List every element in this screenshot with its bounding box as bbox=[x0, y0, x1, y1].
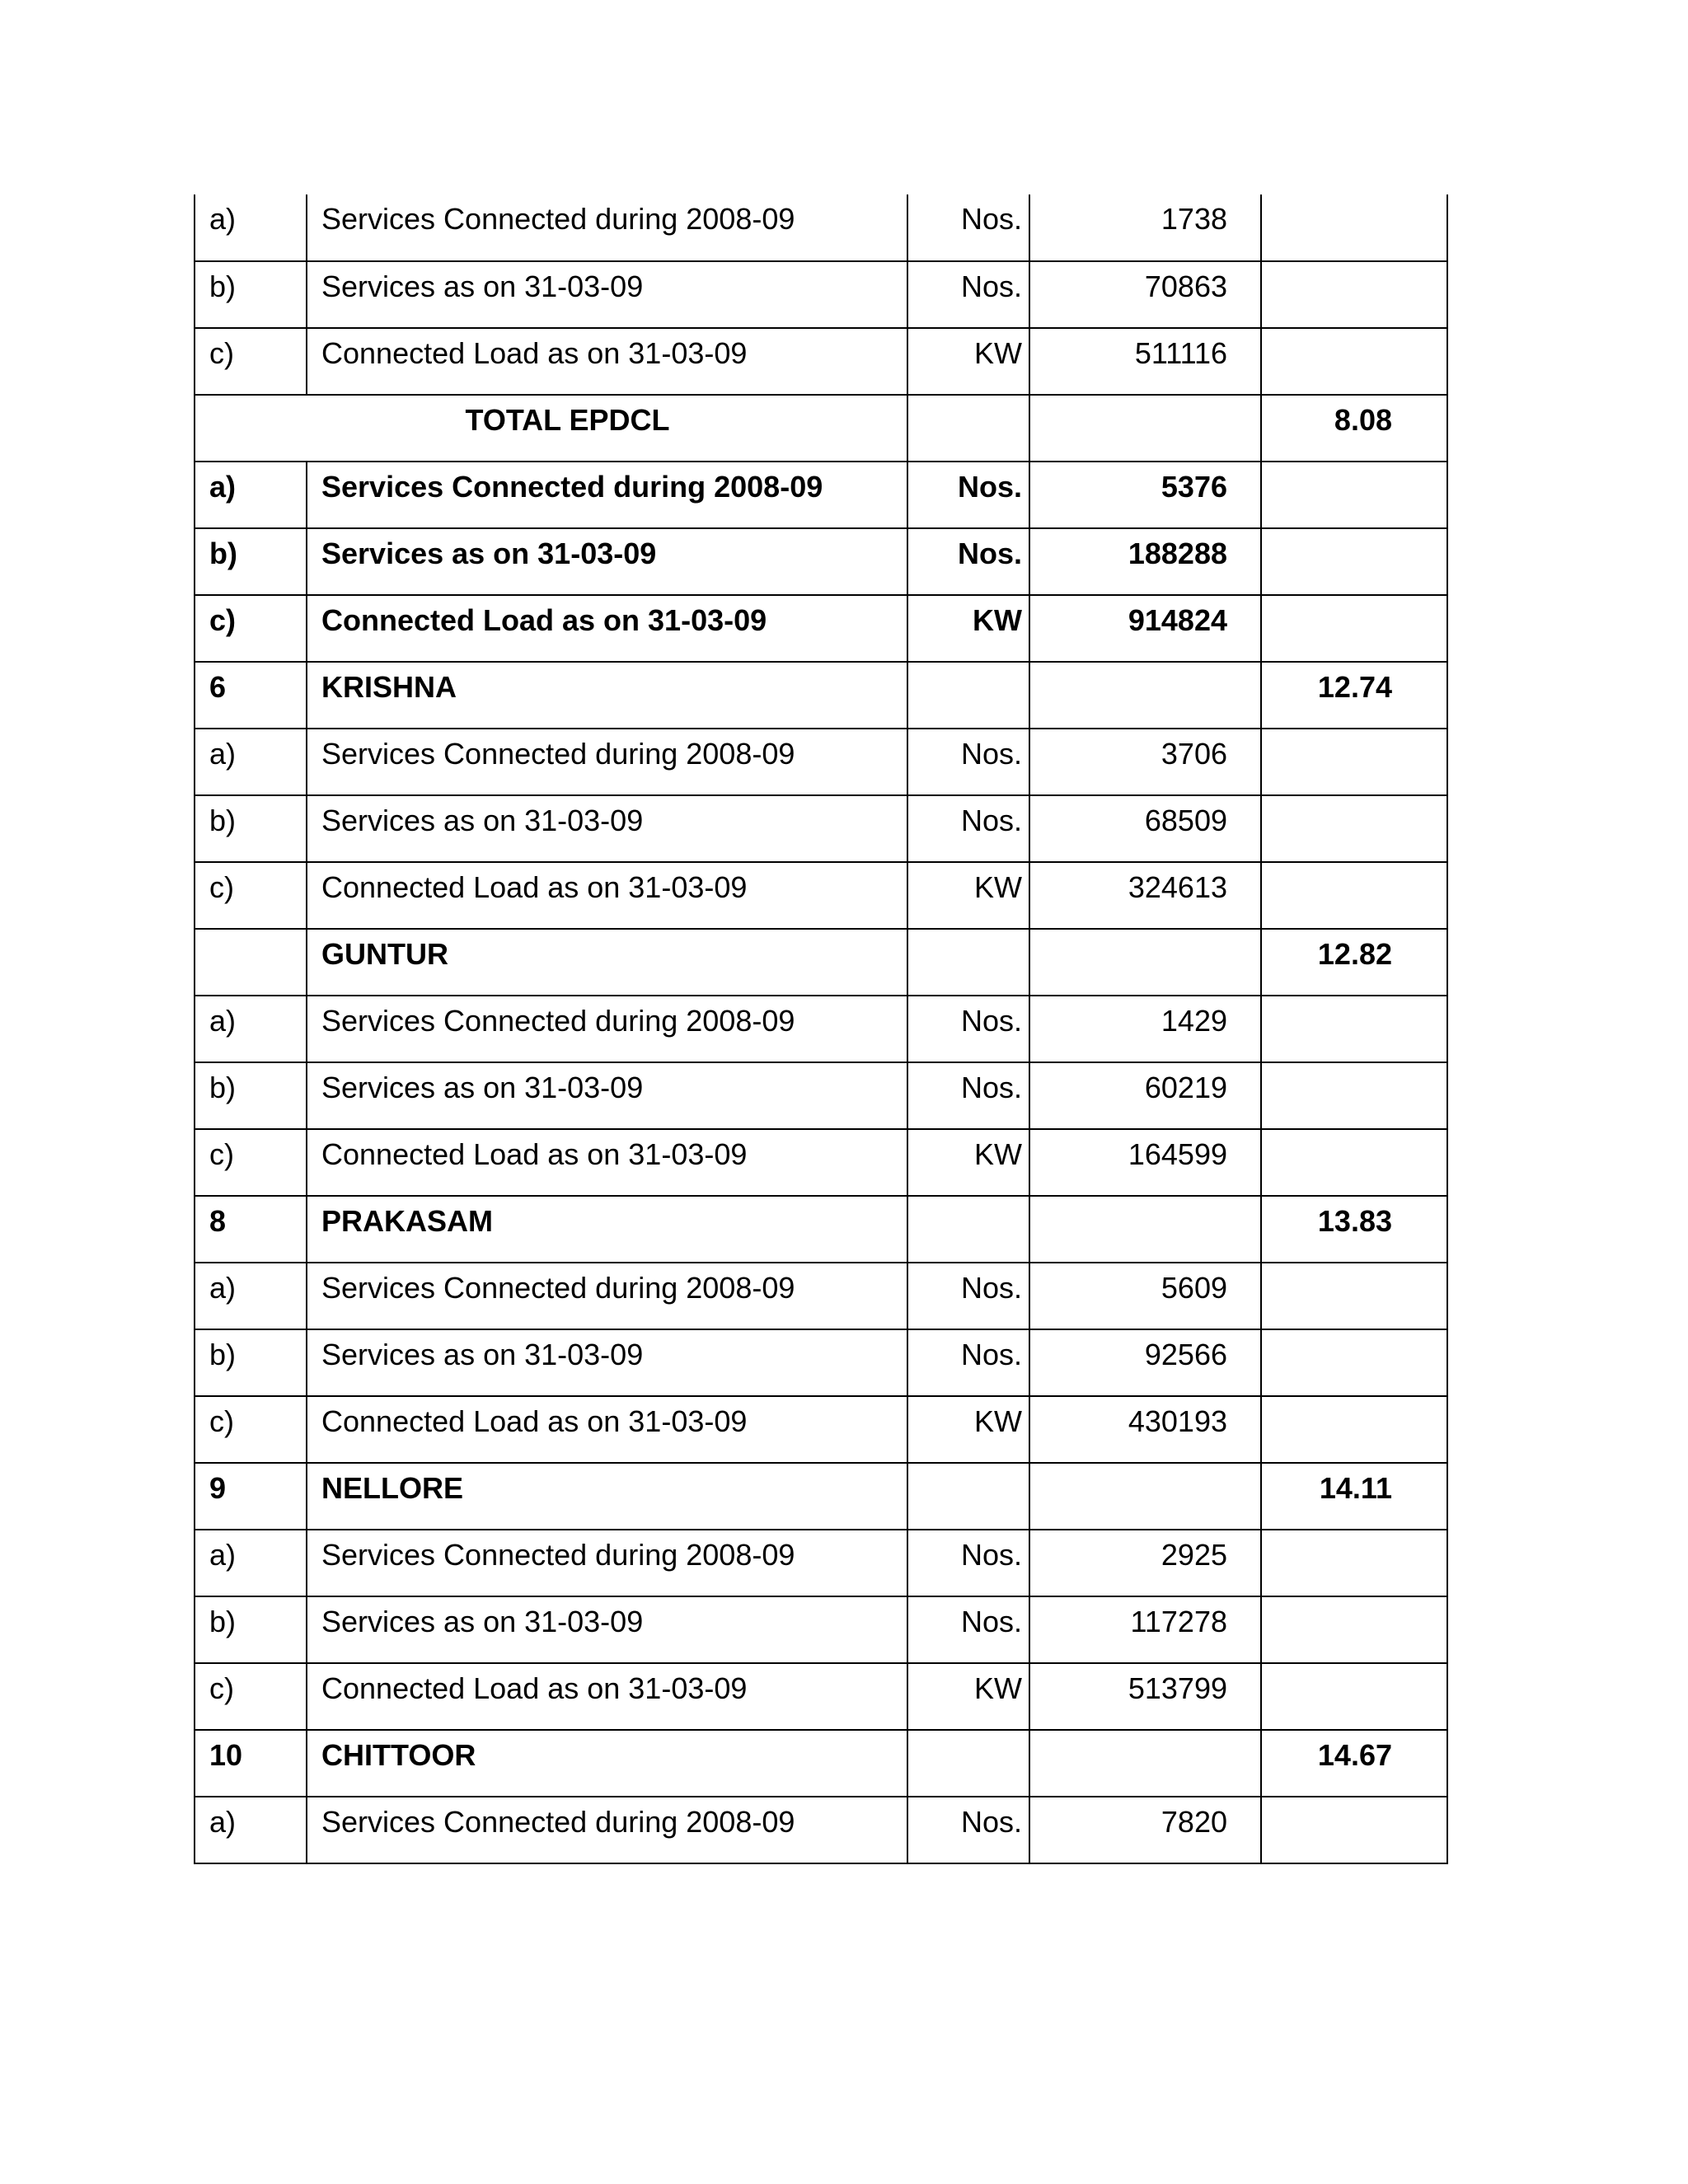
unit-cell: Nos. bbox=[907, 462, 1029, 528]
value-cell: 92566 bbox=[1029, 1329, 1261, 1396]
item-description-cell: Services as on 31-03-09 bbox=[307, 1062, 907, 1129]
unit-cell bbox=[907, 929, 1029, 996]
unit-cell: Nos. bbox=[907, 1263, 1029, 1329]
item-code-cell: c) bbox=[195, 328, 307, 395]
item-description-cell: Services Connected during 2008-09 bbox=[307, 1530, 907, 1596]
value-cell: 164599 bbox=[1029, 1129, 1261, 1196]
unit-cell: Nos. bbox=[907, 1596, 1029, 1663]
item-code-cell: b) bbox=[195, 1062, 307, 1129]
value-cell bbox=[1029, 1730, 1261, 1797]
item-code-cell bbox=[195, 929, 307, 996]
item-description-cell: Services Connected during 2008-09 bbox=[307, 1797, 907, 1863]
table-row bbox=[195, 1196, 1447, 1263]
percentage-cell bbox=[1261, 1797, 1447, 1863]
table-row bbox=[195, 1730, 1447, 1797]
item-code-cell: 6 bbox=[195, 662, 307, 729]
value-cell: 430193 bbox=[1029, 1396, 1261, 1463]
item-description-cell: Connected Load as on 31-03-09 bbox=[307, 862, 907, 929]
table-row bbox=[195, 194, 1447, 261]
percentage-cell: 8.08 bbox=[1261, 395, 1447, 462]
item-code-cell: b) bbox=[195, 795, 307, 862]
table-row bbox=[195, 929, 1447, 996]
percentage-cell: 14.11 bbox=[1261, 1463, 1447, 1530]
value-cell: 914824 bbox=[1029, 595, 1261, 662]
item-code-cell: a) bbox=[195, 996, 307, 1062]
percentage-cell bbox=[1261, 862, 1447, 929]
item-code-cell: 10 bbox=[195, 1730, 307, 1797]
table-body bbox=[195, 194, 1447, 1863]
item-code-cell: c) bbox=[195, 1396, 307, 1463]
value-cell: 5376 bbox=[1029, 462, 1261, 528]
table-row bbox=[195, 795, 1447, 862]
item-code-cell: c) bbox=[195, 1129, 307, 1196]
unit-cell: Nos. bbox=[907, 1530, 1029, 1596]
item-code-cell: a) bbox=[195, 462, 307, 528]
table-row bbox=[195, 1062, 1447, 1129]
unit-cell bbox=[907, 1463, 1029, 1530]
percentage-cell: 12.74 bbox=[1261, 662, 1447, 729]
value-cell: 68509 bbox=[1029, 795, 1261, 862]
value-cell: 1738 bbox=[1029, 194, 1261, 261]
value-cell bbox=[1029, 662, 1261, 729]
percentage-cell bbox=[1261, 328, 1447, 395]
unit-cell: KW bbox=[907, 328, 1029, 395]
percentage-cell bbox=[1261, 1530, 1447, 1596]
unit-cell bbox=[907, 1196, 1029, 1263]
table-row bbox=[195, 528, 1447, 595]
value-cell bbox=[1029, 929, 1261, 996]
item-code-cell: b) bbox=[195, 1329, 307, 1396]
item-code-cell: c) bbox=[195, 862, 307, 929]
item-code-cell: b) bbox=[195, 528, 307, 595]
table-row bbox=[195, 1797, 1447, 1863]
item-description-cell: GUNTUR bbox=[307, 929, 907, 996]
percentage-cell: 13.83 bbox=[1261, 1196, 1447, 1263]
value-cell bbox=[1029, 1196, 1261, 1263]
unit-cell: Nos. bbox=[907, 194, 1029, 261]
value-cell: 324613 bbox=[1029, 862, 1261, 929]
percentage-cell bbox=[1261, 1596, 1447, 1663]
unit-cell: Nos. bbox=[907, 795, 1029, 862]
percentage-cell bbox=[1261, 1062, 1447, 1129]
table-row bbox=[195, 662, 1447, 729]
item-code-cell: c) bbox=[195, 595, 307, 662]
item-description-cell: Services Connected during 2008-09 bbox=[307, 1263, 907, 1329]
item-code-cell: a) bbox=[195, 1530, 307, 1596]
percentage-cell bbox=[1261, 595, 1447, 662]
unit-cell bbox=[907, 395, 1029, 462]
item-description-cell: Services as on 31-03-09 bbox=[307, 1596, 907, 1663]
unit-cell: Nos. bbox=[907, 1062, 1029, 1129]
item-description-cell: Services Connected during 2008-09 bbox=[307, 729, 907, 795]
table-row bbox=[195, 729, 1447, 795]
value-cell: 1429 bbox=[1029, 996, 1261, 1062]
item-code-cell: a) bbox=[195, 729, 307, 795]
value-cell: 7820 bbox=[1029, 1797, 1261, 1863]
percentage-cell bbox=[1261, 729, 1447, 795]
value-cell: 511116 bbox=[1029, 328, 1261, 395]
table-row bbox=[195, 862, 1447, 929]
item-description-cell: CHITTOOR bbox=[307, 1730, 907, 1797]
item-code-cell: b) bbox=[195, 261, 307, 328]
item-description-cell: Services Connected during 2008-09 bbox=[307, 996, 907, 1062]
value-cell: 188288 bbox=[1029, 528, 1261, 595]
item-description-cell: NELLORE bbox=[307, 1463, 907, 1530]
value-cell: 70863 bbox=[1029, 261, 1261, 328]
item-description-cell: Connected Load as on 31-03-09 bbox=[307, 1396, 907, 1463]
value-cell bbox=[1029, 1463, 1261, 1530]
unit-cell: KW bbox=[907, 1396, 1029, 1463]
item-code-cell: c) bbox=[195, 1663, 307, 1730]
item-description-cell: KRISHNA bbox=[307, 662, 907, 729]
unit-cell: Nos. bbox=[907, 729, 1029, 795]
unit-cell: KW bbox=[907, 862, 1029, 929]
percentage-cell bbox=[1261, 1129, 1447, 1196]
table-row bbox=[195, 1129, 1447, 1196]
table-row bbox=[195, 1396, 1447, 1463]
unit-cell: Nos. bbox=[907, 1329, 1029, 1396]
item-code-cell: 9 bbox=[195, 1463, 307, 1530]
item-description-cell: Connected Load as on 31-03-09 bbox=[307, 1129, 907, 1196]
unit-cell: Nos. bbox=[907, 528, 1029, 595]
table-row bbox=[195, 328, 1447, 395]
table-row bbox=[195, 462, 1447, 528]
total-label-cell: TOTAL EPDCL bbox=[195, 395, 907, 462]
item-description-cell: Connected Load as on 31-03-09 bbox=[307, 595, 907, 662]
percentage-cell bbox=[1261, 1329, 1447, 1396]
item-description-cell: Services as on 31-03-09 bbox=[307, 1329, 907, 1396]
table-row bbox=[195, 1463, 1447, 1530]
unit-cell: Nos. bbox=[907, 1797, 1029, 1863]
item-code-cell: a) bbox=[195, 1263, 307, 1329]
table-row bbox=[195, 996, 1447, 1062]
item-code-cell: b) bbox=[195, 1596, 307, 1663]
unit-cell: KW bbox=[907, 1663, 1029, 1730]
table-row bbox=[195, 395, 1447, 462]
percentage-cell bbox=[1261, 194, 1447, 261]
table-row bbox=[195, 1530, 1447, 1596]
value-cell: 117278 bbox=[1029, 1596, 1261, 1663]
table-row bbox=[195, 1663, 1447, 1730]
value-cell: 2925 bbox=[1029, 1530, 1261, 1596]
unit-cell: KW bbox=[907, 1129, 1029, 1196]
table-row bbox=[195, 595, 1447, 662]
percentage-cell bbox=[1261, 1396, 1447, 1463]
table-row bbox=[195, 1263, 1447, 1329]
value-cell bbox=[1029, 395, 1261, 462]
value-cell: 513799 bbox=[1029, 1663, 1261, 1730]
percentage-cell: 12.82 bbox=[1261, 929, 1447, 996]
percentage-cell: 14.67 bbox=[1261, 1730, 1447, 1797]
percentage-cell bbox=[1261, 795, 1447, 862]
table-row bbox=[195, 1596, 1447, 1663]
percentage-cell bbox=[1261, 1663, 1447, 1730]
item-description-cell: Services as on 31-03-09 bbox=[307, 261, 907, 328]
unit-cell bbox=[907, 662, 1029, 729]
value-cell: 5609 bbox=[1029, 1263, 1261, 1329]
unit-cell: Nos. bbox=[907, 996, 1029, 1062]
value-cell: 60219 bbox=[1029, 1062, 1261, 1129]
item-description-cell: Connected Load as on 31-03-09 bbox=[307, 1663, 907, 1730]
unit-cell: Nos. bbox=[907, 261, 1029, 328]
item-description-cell: Connected Load as on 31-03-09 bbox=[307, 328, 907, 395]
percentage-cell bbox=[1261, 996, 1447, 1062]
unit-cell bbox=[907, 1730, 1029, 1797]
unit-cell: KW bbox=[907, 595, 1029, 662]
data-table bbox=[194, 194, 1448, 1864]
item-code-cell: a) bbox=[195, 194, 307, 261]
table-row bbox=[195, 261, 1447, 328]
item-description-cell: Services Connected during 2008-09 bbox=[307, 194, 907, 261]
item-description-cell: Services as on 31-03-09 bbox=[307, 795, 907, 862]
item-description-cell: Services Connected during 2008-09 bbox=[307, 462, 907, 528]
item-description-cell: PRAKASAM bbox=[307, 1196, 907, 1263]
percentage-cell bbox=[1261, 261, 1447, 328]
percentage-cell bbox=[1261, 1263, 1447, 1329]
percentage-cell bbox=[1261, 528, 1447, 595]
item-code-cell: a) bbox=[195, 1797, 307, 1863]
value-cell: 3706 bbox=[1029, 729, 1261, 795]
item-description-cell: Services as on 31-03-09 bbox=[307, 528, 907, 595]
table-row bbox=[195, 1329, 1447, 1396]
item-code-cell: 8 bbox=[195, 1196, 307, 1263]
percentage-cell bbox=[1261, 462, 1447, 528]
